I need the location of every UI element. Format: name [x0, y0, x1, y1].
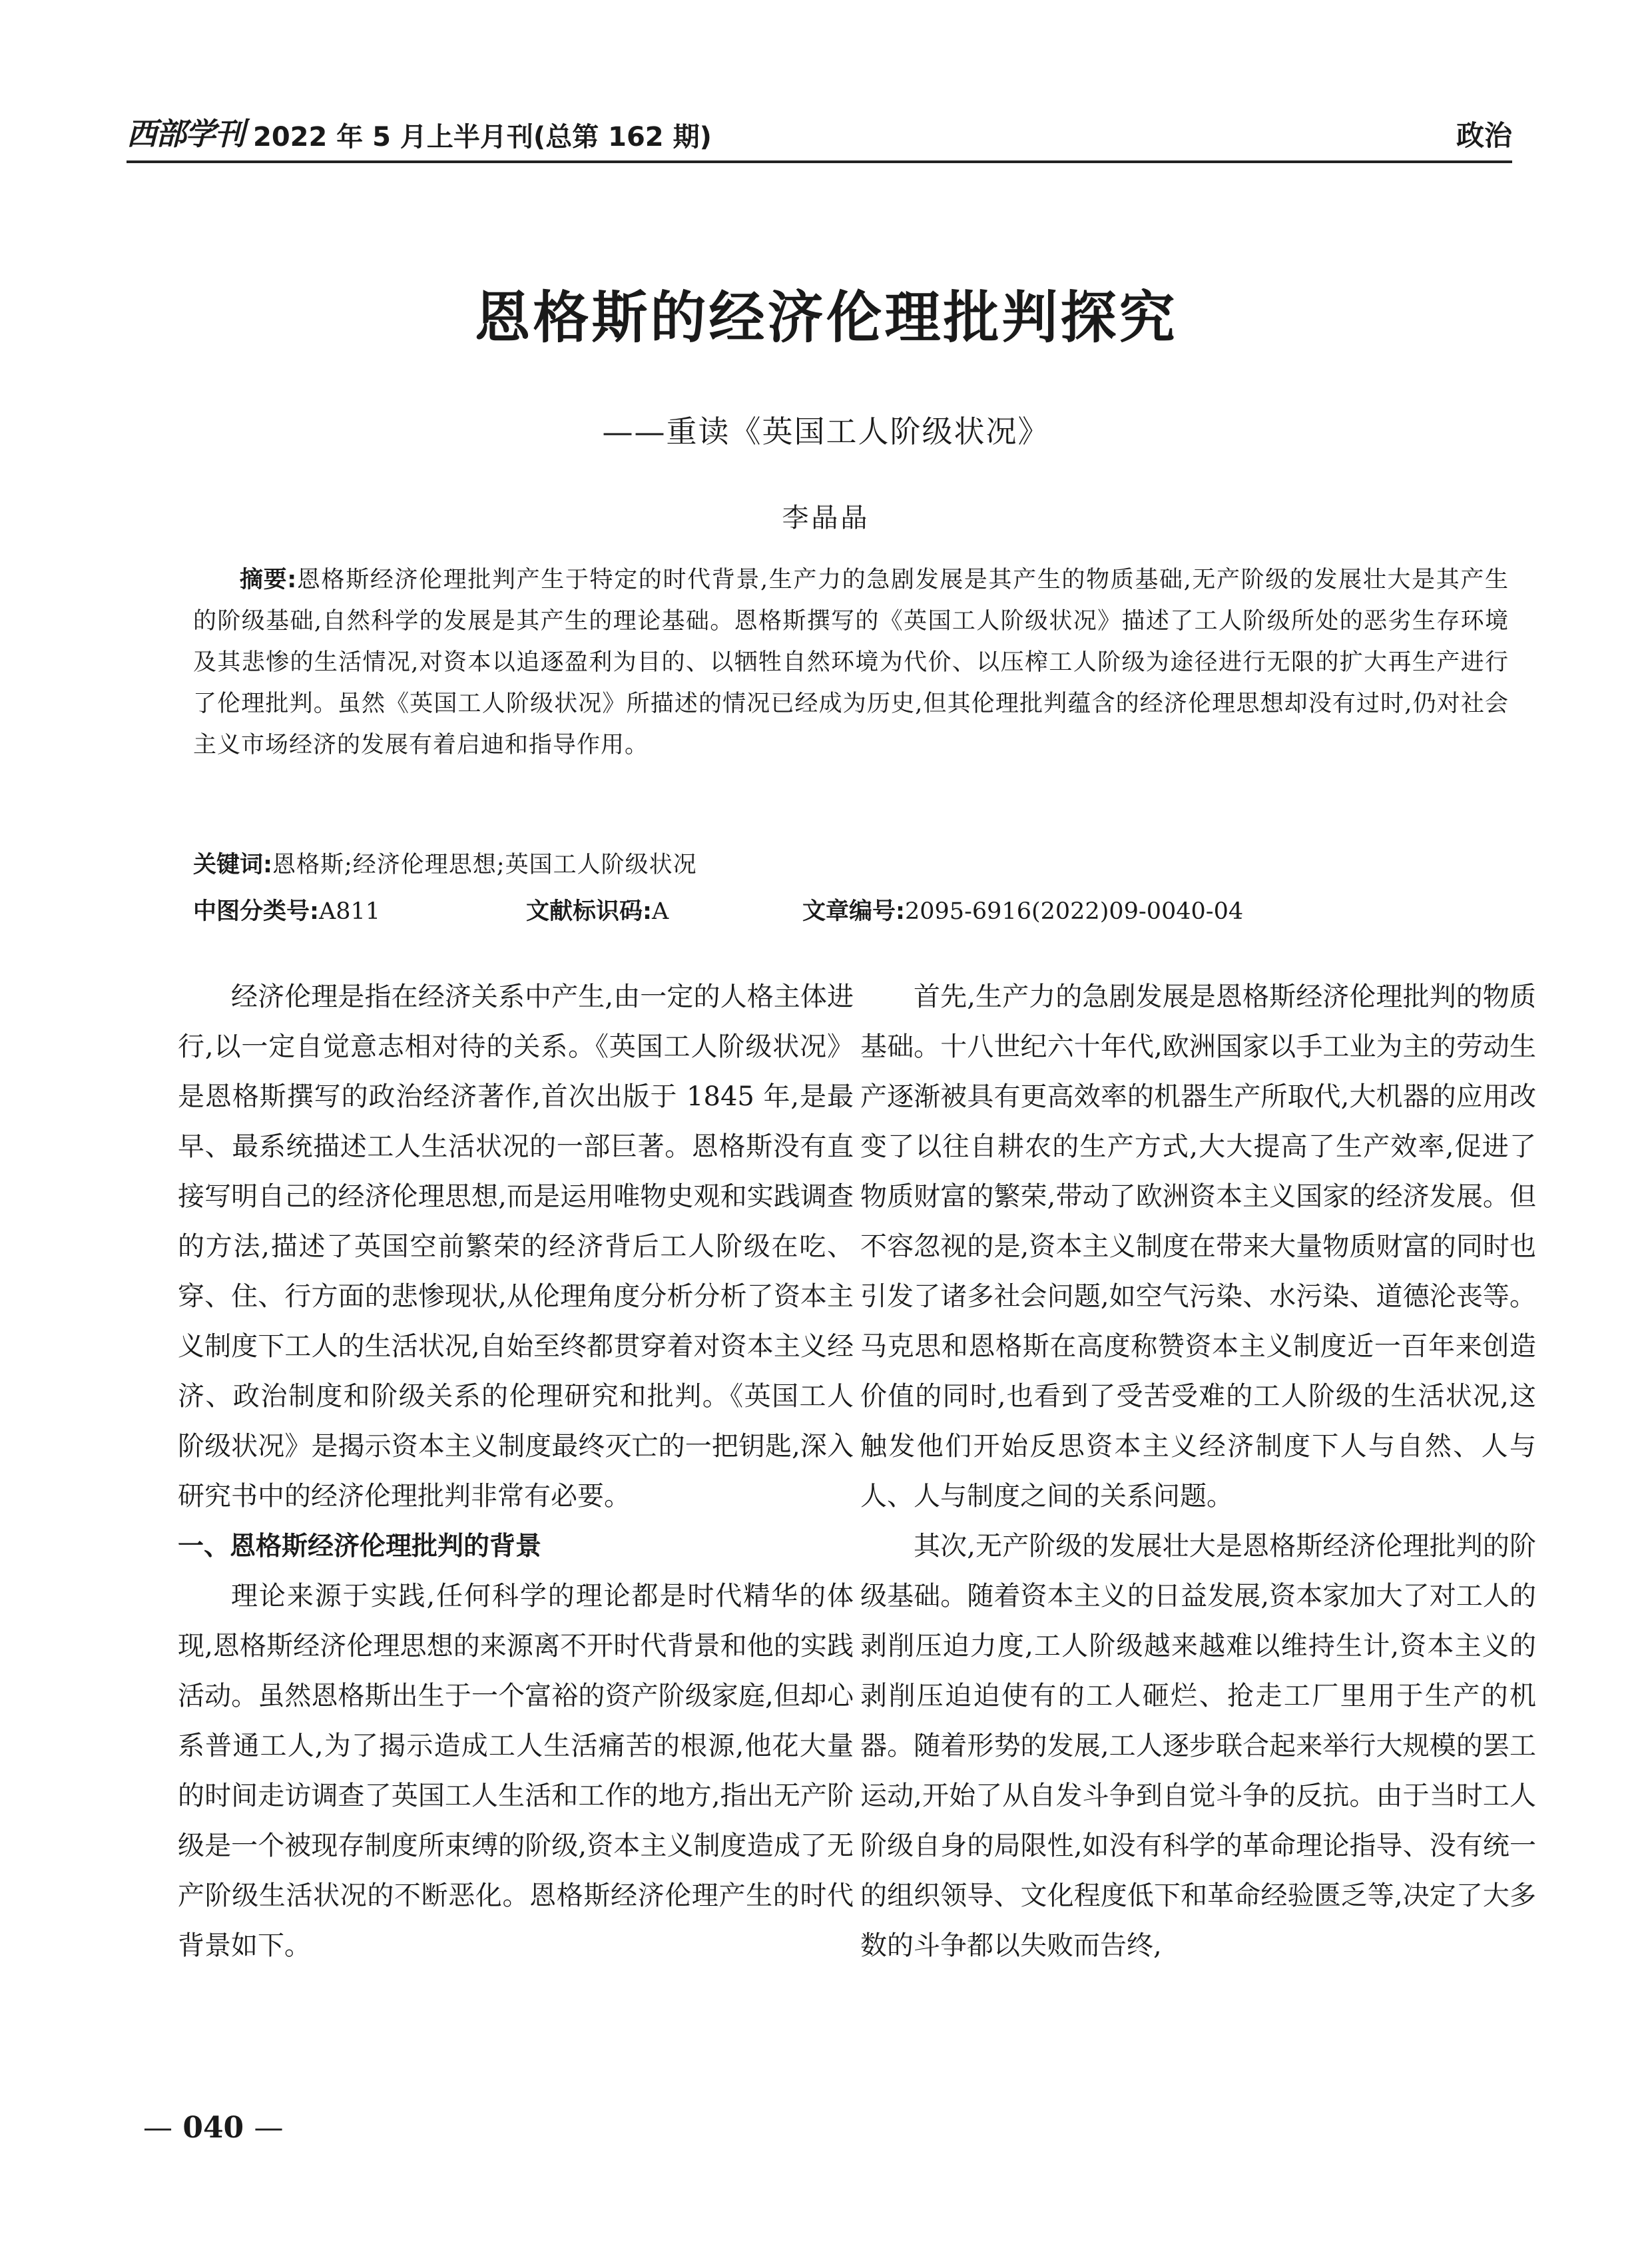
- article-number-value: 2095-6916(2022)09-0040-04: [905, 898, 1244, 925]
- clc-value: A811: [319, 898, 381, 925]
- body-paragraph: 首先,生产力的急剧发展是恩格斯经济伦理批判的物质基础。十八世纪六十年代,欧洲国家以手工业为主的劳动生产逐渐被具有更高效率的机器生产所取代,大机器的应用改变了以往自耕农的生产方式,大大提高了生产效率,促进了物质财富的繁荣,带动了欧洲资本主义国家的经济发展。但不容忽视的是,资本主义制度在带来大量物质财富的同时也引发了诸多社会问题,如空气污染、水污染、道德沦丧等。马克思和恩格斯在高度称赞资本主义制度近一百年来创造价值的同时,也看到了受苦受难的工人阶级的生活状况,这触发他们开始反思资本主义经济制度下人与自然、人与人、人与制度之间的关系问题。: [860, 981, 1536, 1512]
- issue-info: 2022 年 5 月上半月刊(总第 162 期): [253, 122, 712, 152]
- header-rule: [127, 160, 1512, 163]
- keywords: [193, 844, 1509, 886]
- doc-code-field: [526, 891, 669, 932]
- page-number-dash-right: —: [254, 2111, 284, 2145]
- article-subtitle: ——重读《英国工人阶级状况》: [602, 414, 1050, 449]
- body-paragraph: 理论来源于实践,任何科学的理论都是时代精华的体现,恩格斯经济伦理思想的来源离不开时代背景和他的实践活动。虽然恩格斯出生于一个富裕的资产阶级家庭,但却心系普通工人,为了揭示造成工人生活痛苦的根源,他花大量的时间走访调查了英国工人生活和工作的地方,指出无产阶级是一个被现存制度所束缚的阶级,资本主义制度造成了无产阶级生活状况的不断恶化。恩格斯经济伦理产生的时代背景如下。: [178, 1581, 854, 1961]
- article-number-field: [802, 891, 1243, 932]
- body-column-right: [860, 972, 1536, 1971]
- clc-label: 中图分类号:: [193, 898, 319, 925]
- journal-masthead: 西部学刊: [127, 116, 244, 152]
- abstract-label: 摘要:: [240, 567, 297, 593]
- body-paragraph: 其次,无产阶级的发展壮大是恩格斯经济伦理批判的阶级基础。随着资本主义的日益发展,资本家加大了对工人的剥削压迫力度,工人阶级越来越难以维持生计,资本主义的剥削压迫迫使有的工人砸烂、抢走工厂里用于生产的机器。随着形势的发展,工人逐步联合起来举行大规模的罢工运动,开始了从自发斗争到自觉斗争的反抗。由于当时工人阶级自身的局限性,如没有科学的革命理论指导、没有统一的组织领导、文化程度低下和革命经验匮乏等,决定了大多数的斗争都以失败而告终,: [860, 1531, 1536, 1961]
- doc-code-value: A: [652, 898, 669, 925]
- keywords-text: 恩格斯;经济伦理思想;英国工人阶级状况: [272, 852, 697, 878]
- abstract: [193, 559, 1509, 766]
- page-number-value: 040: [182, 2111, 244, 2145]
- clc-field: [193, 891, 380, 932]
- article-author: 李晶晶: [782, 503, 870, 533]
- body-column-left: [178, 972, 854, 1971]
- page-number-dash-left: —: [143, 2111, 172, 2145]
- section-name: 政治: [1456, 119, 1512, 152]
- article-number-label: 文章编号:: [802, 898, 905, 925]
- abstract-text: 恩格斯经济伦理批判产生于特定的时代背景,生产力的急剧发展是其产生的物质基础,无产阶级的发展壮大是其产生的阶级基础,自然科学的发展是其产生的理论基础。恩格斯撰写的《英国工人阶级状况》描述了工人阶级所处的恶劣生存环境及其悲惨的生活情况,对资本以追逐盈利为目的、以牺牲自然环境为代价、以压榨工人阶级为途径进行无限的扩大再生产进行了伦理批判。虽然《英国工人阶级状况》所描述的情况已经成为历史,但其伦理批判蕴含的经济伦理思想却没有过时,仍对社会主义市场经济的发展有着启迪和指导作用。: [193, 567, 1509, 758]
- article-title: 恩格斯的经济伦理批判探究: [474, 285, 1178, 350]
- running-header: [127, 110, 1512, 163]
- page-number: [143, 2111, 284, 2145]
- body-paragraph: 经济伦理是指在经济关系中产生,由一定的人格主体进行,以一定自觉意志相对待的关系。《英国工人阶级状况》是恩格斯撰写的政治经济著作,首次出版于 1845 年,是最早、最系统描述工人生活状况的一部巨著。恩格斯没有直接写明自己的经济伦理思想,而是运用唯物史观和实践调查的方法,描述了英国空前繁荣的经济背后工人阶级在吃、穿、住、行方面的悲惨现状,从伦理角度分析分析了资本主义制度下工人的生活状况,自始至终都贯穿着对资本主义经济、政治制度和阶级关系的伦理研究和批判。《英国工人阶级状况》是揭示资本主义制度最终灭亡的一把钥匙,深入研究书中的经济伦理批判非常有必要。: [178, 981, 854, 1512]
- keywords-label: 关键词:: [193, 852, 272, 878]
- section-heading: 一、恩格斯经济伦理批判的背景: [178, 1532, 542, 1561]
- doc-code-label: 文献标识码:: [526, 898, 652, 925]
